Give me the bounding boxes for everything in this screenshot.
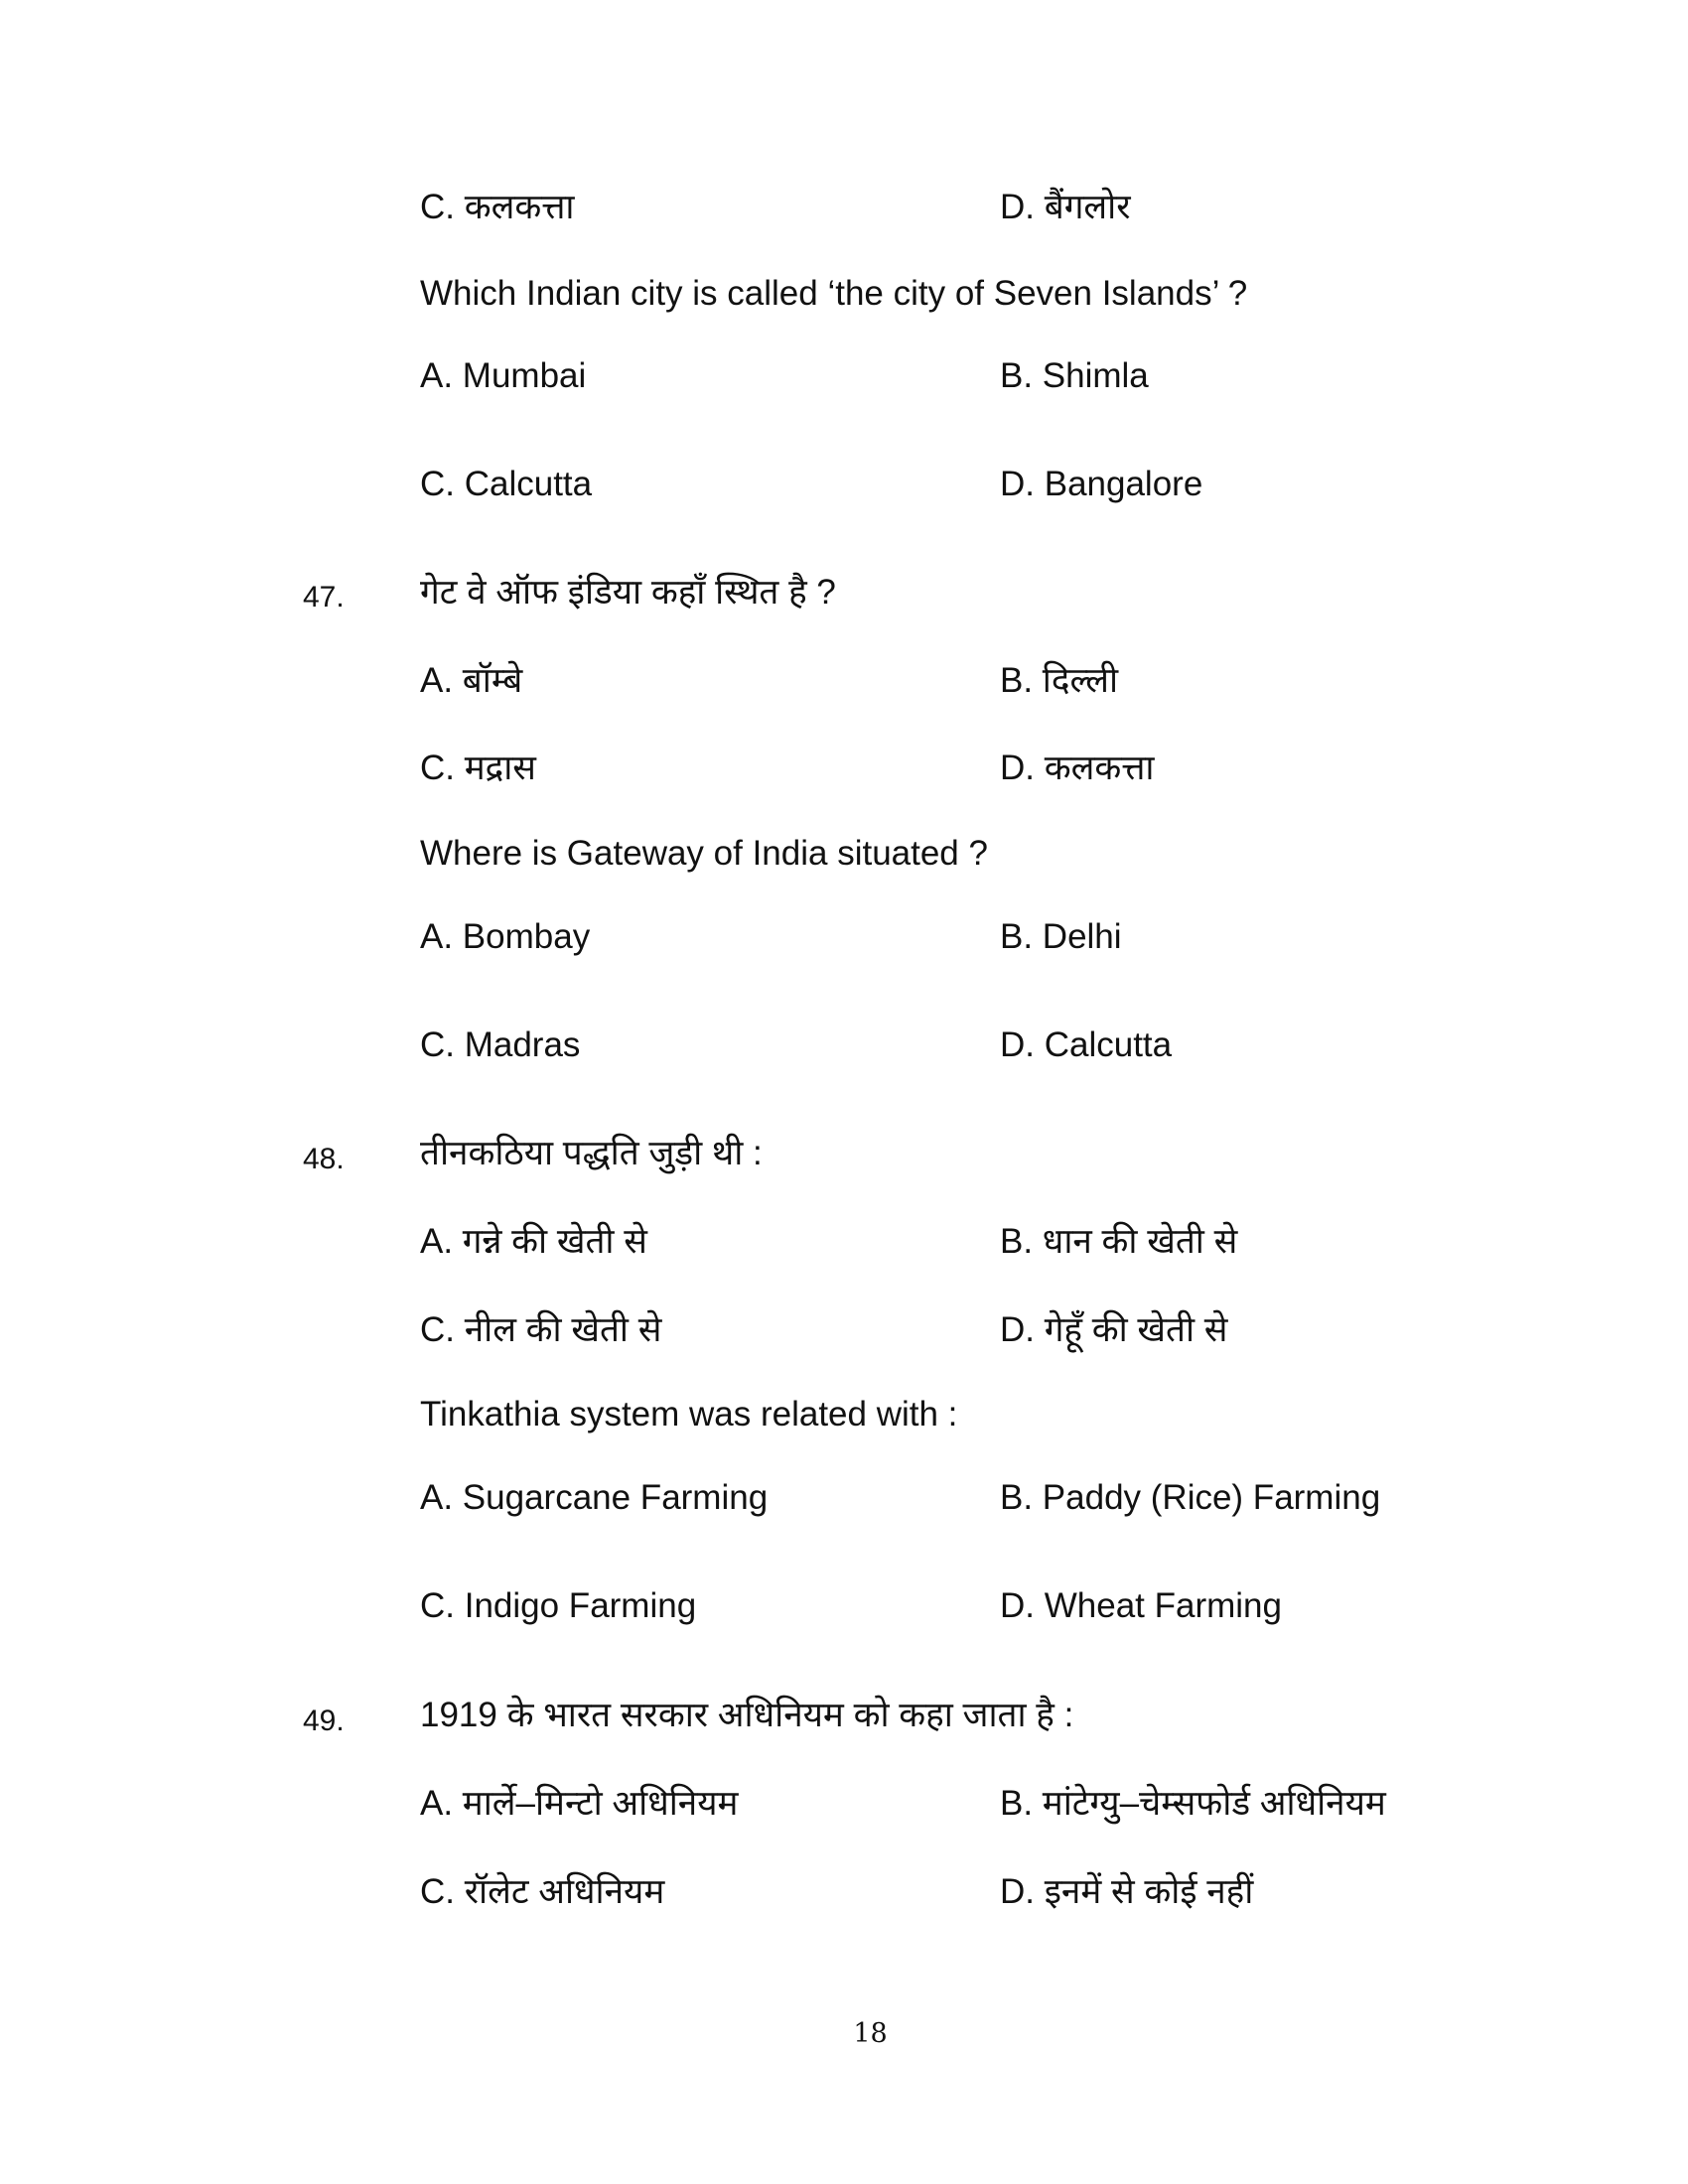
q46-en-option-c: C. Calcutta xyxy=(420,465,593,503)
q47-en-option-d: D. Calcutta xyxy=(1000,1025,1173,1064)
q46-hi-option-c: C. कलकत्ता xyxy=(420,188,575,226)
q48-en-option-d: D. Wheat Farming xyxy=(1000,1586,1282,1625)
q47-hi-option-a: A. बॉम्बे xyxy=(420,661,523,700)
q49-hi-option-c: C. रॉलेट अधिनियम xyxy=(420,1872,665,1911)
q48-number: 48. xyxy=(303,1143,345,1175)
q48-en-question: Tinkathia system was related with : xyxy=(420,1395,958,1433)
q46-en-option-b: B. Shimla xyxy=(1000,356,1149,395)
q49-hi-option-d: D. इनमें से कोई नहीं xyxy=(1000,1872,1254,1911)
q47-en-option-b: B. Delhi xyxy=(1000,917,1122,956)
q47-number: 47. xyxy=(303,581,345,614)
q47-hi-option-c: C. मद्रास xyxy=(420,749,536,787)
q47-en-option-a: A. Bombay xyxy=(420,917,591,956)
q47-hi-option-b: B. दिल्ली xyxy=(1000,661,1119,700)
q49-hi-option-a: A. मार्ले–मिन्टो अधिनियम xyxy=(420,1784,739,1823)
q47-hi-option-d: D. कलकत्ता xyxy=(1000,749,1155,787)
q48-hi-option-a: A. गन्ने की खेती से xyxy=(420,1222,647,1261)
q48-hi-option-b: B. धान की खेती से xyxy=(1000,1222,1238,1261)
q48-hi-option-d: D. गेहूँ की खेती से xyxy=(1000,1310,1228,1349)
q48-hi-question: तीनकठिया पद्धति जुड़ी थी : xyxy=(420,1134,763,1172)
page-number: 18 xyxy=(853,2018,888,2049)
q48-hi-option-c: C. नील की खेती से xyxy=(420,1310,662,1349)
q48-en-option-c: C. Indigo Farming xyxy=(420,1586,697,1625)
q48-en-option-b: B. Paddy (Rice) Farming xyxy=(1000,1478,1381,1517)
q46-en-question: Which Indian city is called ‘the city of Seven Islands’ ? xyxy=(420,274,1248,313)
q46-hi-option-d: D. बैंगलोर xyxy=(1000,188,1131,226)
q48-en-option-a: A. Sugarcane Farming xyxy=(420,1478,769,1517)
q49-number: 49. xyxy=(303,1705,345,1737)
q47-hi-question: गेट वे ऑफ इंडिया कहाँ स्थित है ? xyxy=(420,573,836,612)
q46-en-option-d: D. Bangalore xyxy=(1000,465,1203,503)
q47-en-option-c: C. Madras xyxy=(420,1025,581,1064)
q47-en-question: Where is Gateway of India situated ? xyxy=(420,834,988,873)
q49-hi-question: 1919 के भारत सरकार अधिनियम को कहा जाता है : xyxy=(420,1696,1074,1734)
q49-hi-option-b: B. मांटेग्यु–चेम्सफोर्ड अधिनियम xyxy=(1000,1784,1386,1823)
q46-en-option-a: A. Mumbai xyxy=(420,356,587,395)
